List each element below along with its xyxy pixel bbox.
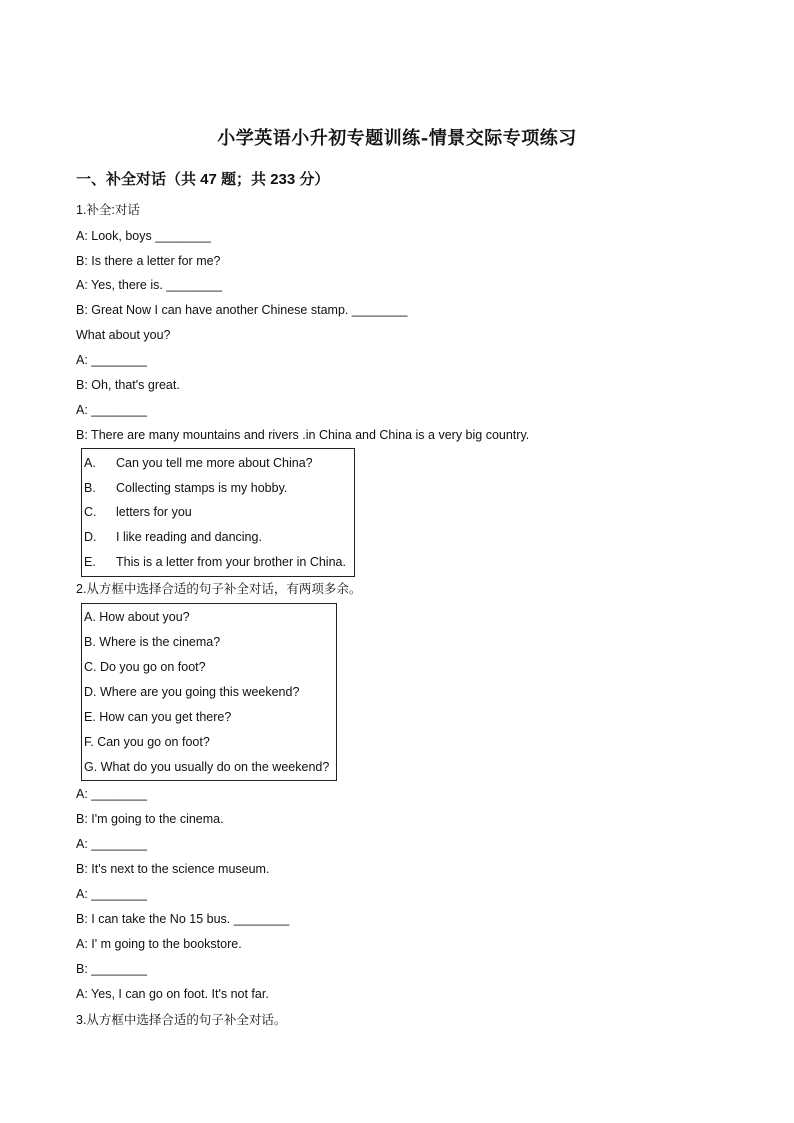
q2-line-1: A: ________ xyxy=(76,787,147,801)
q1-option-a-letter: A. xyxy=(84,456,96,470)
q2-option-b: B. Where is the cinema? xyxy=(84,635,221,649)
q2-option-e: E. How can you get there? xyxy=(84,710,232,724)
q2-line-7: A: I' m going to the bookstore. xyxy=(76,937,242,951)
q1-line-5: What about you? xyxy=(76,328,171,342)
q1-option-b xyxy=(84,480,287,496)
q1-line-2: B: Is there a letter for me? xyxy=(76,254,221,268)
q1-option-c-text: letters for you xyxy=(116,505,192,519)
q1-option-a xyxy=(84,455,313,471)
q2-option-c: C. Do you go on foot? xyxy=(84,660,206,674)
q1-option-d-text: I like reading and dancing. xyxy=(116,530,262,544)
q2-line-9: A: Yes, I can go on foot. It's not far. xyxy=(76,987,269,1001)
q3-prompt: 3.从方框中选择合适的句子补全对话。 xyxy=(76,1013,287,1027)
q2-line-5: A: ________ xyxy=(76,887,147,901)
q2-prompt: 2.从方框中选择合适的句子补全对话，有两项多余。 xyxy=(76,582,362,596)
q1-option-e-letter: E. xyxy=(84,555,96,569)
q2-line-6: B: I can take the No 15 bus. ________ xyxy=(76,912,290,926)
q1-option-b-text: Collecting stamps is my hobby. xyxy=(116,481,288,495)
q2-option-d: D. Where are you going this weekend? xyxy=(84,685,300,699)
q2-line-2: B: I'm going to the cinema. xyxy=(76,812,224,826)
q1-line-4: B: Great Now I can have another Chinese stamp. ________ xyxy=(76,303,408,317)
q1-option-e xyxy=(84,554,346,570)
q1-line-3: A: Yes, there is. ________ xyxy=(76,278,222,292)
q2-option-g: G. What do you usually do on the weekend? xyxy=(84,760,330,774)
q1-option-d-letter: D. xyxy=(84,530,97,544)
q1-option-d xyxy=(84,529,262,545)
document-title: 小学英语小升初专题训练-情景交际专项练习 xyxy=(217,128,577,149)
q1-option-c-letter: C. xyxy=(84,505,97,519)
q1-option-a-text: Can you tell me more about China? xyxy=(116,456,313,470)
q1-option-c xyxy=(84,504,192,520)
q1-line-1: A: Look, boys ________ xyxy=(76,229,211,243)
q2-option-f: F. Can you go on foot? xyxy=(84,735,210,749)
q1-prompt: 1.补全:对话 xyxy=(76,203,140,217)
q1-line-9: B: There are many mountains and rivers .in China and China is a very big country. xyxy=(76,428,530,442)
q2-line-8: B: ________ xyxy=(76,962,147,976)
q2-line-4: B: It's next to the science museum. xyxy=(76,862,270,876)
q1-line-8: A: ________ xyxy=(76,403,147,417)
q1-line-7: B: Oh, that's great. xyxy=(76,378,180,392)
q1-option-e-text: This is a letter from your brother in China. xyxy=(116,555,346,569)
q1-line-6: A: ________ xyxy=(76,353,147,367)
q2-line-3: A: ________ xyxy=(76,837,147,851)
q2-option-a: A. How about you? xyxy=(84,610,190,624)
section-heading: 一、补全对话（共 47 题；共 233 分） xyxy=(76,171,330,188)
q1-option-b-letter: B. xyxy=(84,481,96,495)
